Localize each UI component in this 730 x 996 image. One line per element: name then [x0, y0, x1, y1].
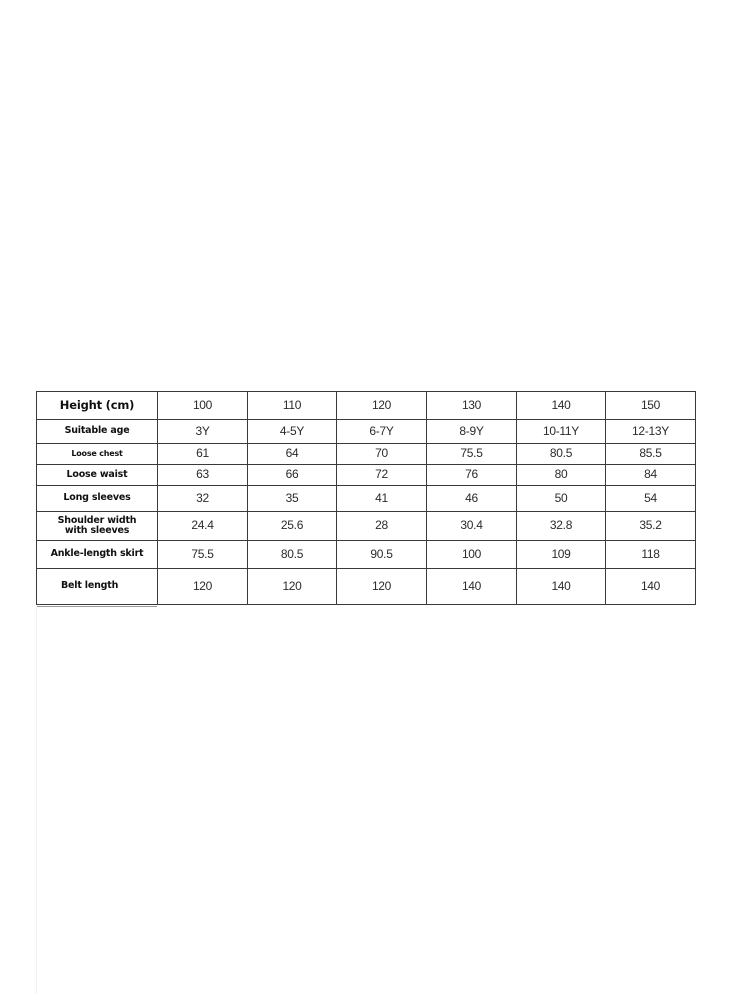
faint-left-rule — [36, 606, 37, 994]
table-cell: 35 — [248, 486, 337, 512]
table-cell: 41 — [337, 486, 427, 512]
row-label-ankle-length-skirt: Ankle-length skirt — [37, 541, 158, 569]
table-row — [37, 465, 696, 486]
height-130: 130 — [427, 392, 517, 420]
table-cell: 28 — [337, 512, 427, 541]
table-row — [37, 512, 696, 541]
row-label-suitable-age: Suitable age — [37, 420, 158, 444]
table-cell: 54 — [606, 486, 696, 512]
table-cell: 4-5Y — [248, 420, 337, 444]
table-cell: 12-13Y — [606, 420, 696, 444]
table-row — [37, 486, 696, 512]
table-cell: 140 — [606, 569, 696, 605]
table-cell: 90.5 — [337, 541, 427, 569]
height-150: 150 — [606, 392, 696, 420]
table-cell: 32.8 — [517, 512, 606, 541]
table-cell: 10-11Y — [517, 420, 606, 444]
table-cell: 64 — [248, 444, 337, 465]
table-bottom-divider — [36, 606, 157, 607]
table-cell: 66 — [248, 465, 337, 486]
table-cell: 50 — [517, 486, 606, 512]
table-cell: 75.5 — [427, 444, 517, 465]
table-cell: 3Y — [158, 420, 248, 444]
row-label-loose-chest: Loose chest — [37, 444, 158, 465]
table-cell: 61 — [158, 444, 248, 465]
row-label-long-sleeves: Long sleeves — [37, 486, 158, 512]
row-label-shoulder-width-line2: with sleeves — [64, 525, 130, 536]
table-cell: 30.4 — [427, 512, 517, 541]
table-cell: 109 — [517, 541, 606, 569]
size-chart-table — [36, 391, 696, 605]
table-cell: 35.2 — [606, 512, 696, 541]
row-label-shoulder-width-line1: Shoulder width — [57, 514, 137, 526]
table-row — [37, 444, 696, 465]
table-row — [37, 541, 696, 569]
table-cell: 120 — [248, 569, 337, 605]
table-cell: 25.6 — [248, 512, 337, 541]
table-cell: 140 — [517, 569, 606, 605]
table-cell: 100 — [427, 541, 517, 569]
height-110: 110 — [248, 392, 337, 420]
table-cell: 75.5 — [158, 541, 248, 569]
table-cell: 8-9Y — [427, 420, 517, 444]
table-cell: 118 — [606, 541, 696, 569]
table-cell: 85.5 — [606, 444, 696, 465]
table-cell: 32 — [158, 486, 248, 512]
table-cell: 120 — [158, 569, 248, 605]
table-row — [37, 569, 696, 605]
table-cell: 46 — [427, 486, 517, 512]
header-row — [37, 392, 696, 420]
height-140: 140 — [517, 392, 606, 420]
table-cell: 80.5 — [248, 541, 337, 569]
height-120: 120 — [337, 392, 427, 420]
table-cell: 80 — [517, 465, 606, 486]
table-cell: 70 — [337, 444, 427, 465]
height-header: Height (cm) — [37, 392, 158, 420]
table-cell: 80.5 — [517, 444, 606, 465]
table-cell: 6-7Y — [337, 420, 427, 444]
table-cell: 72 — [337, 465, 427, 486]
table-cell: 76 — [427, 465, 517, 486]
table-cell: 140 — [427, 569, 517, 605]
table-cell: 120 — [337, 569, 427, 605]
row-label-loose-waist: Loose waist — [37, 465, 158, 486]
row-label-shoulder-width — [37, 512, 158, 541]
table-cell: 84 — [606, 465, 696, 486]
row-label-belt-length: Belt length — [37, 569, 158, 605]
table-cell: 63 — [158, 465, 248, 486]
table-cell: 24.4 — [158, 512, 248, 541]
table-row — [37, 420, 696, 444]
height-100: 100 — [158, 392, 248, 420]
